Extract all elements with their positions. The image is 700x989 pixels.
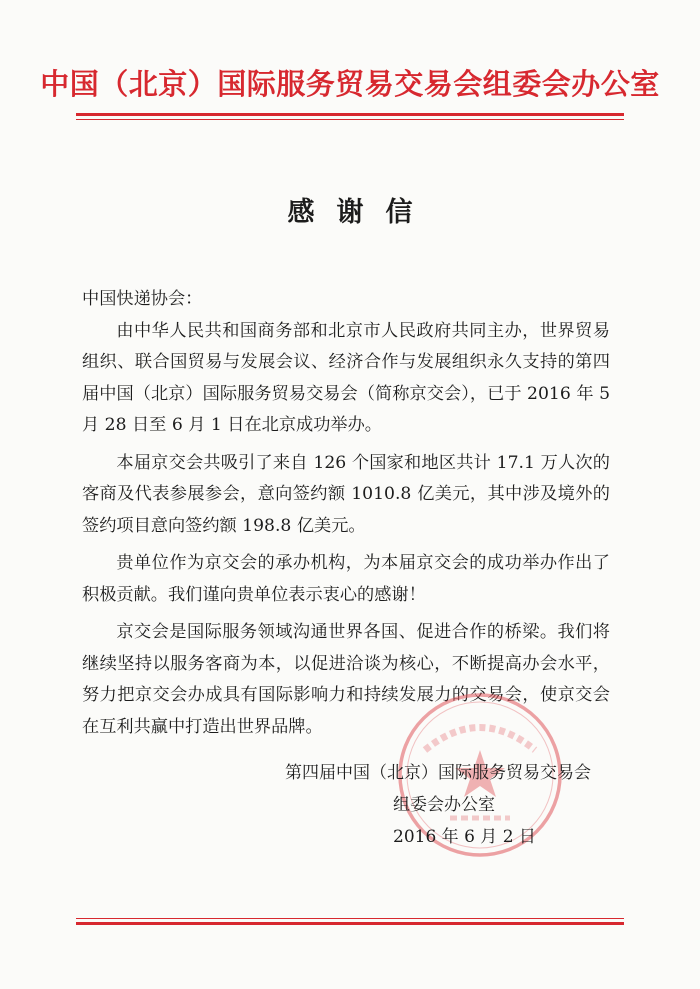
signature-organization: 第四届中国（北京）国际服务贸易交易会	[285, 763, 591, 783]
letter-title: 感谢信	[287, 197, 435, 228]
paragraph-3: 贵单位作为京交会的承办机构，为本届京交会的成功举办作出了积极贡献。我们谨向贵单位表示衷心的感谢！	[82, 553, 610, 605]
paragraph-1: 由中华人民共和国商务部和北京市人民政府共同主办，世界贸易组织、联合国贸易与发展会议、经济合作与发展组织永久支持的第四届中国（北京）国际服务贸易交易会（简称京交会），已于 2016 年 5 月 28 日至 6 月 1 日在北京成功举办。	[82, 320, 610, 435]
salutation: 中国快递协会：	[82, 289, 203, 309]
footer-divider-thick	[76, 922, 624, 925]
letterhead-title: 中国（北京）国际服务贸易交易会组委会办公室	[40, 67, 660, 101]
letterhead-divider-thin	[76, 119, 624, 120]
footer-divider-thin	[76, 918, 624, 919]
paragraph-2: 本届京交会共吸引了来自 126 个国家和地区共计 17.1 万人次的客商及代表参展参会，意向签约额 1010.8 亿美元，其中涉及境外的签约项目意向签约额 198.8 亿美元。	[82, 452, 610, 536]
letterhead-divider-thick	[76, 113, 624, 116]
letter-body	[82, 284, 610, 749]
signature-date: 2016 年 6 月 2 日	[393, 827, 536, 847]
signature-office: 组委会办公室	[393, 795, 495, 815]
paragraph-4: 京交会是国际服务领域沟通世界各国、促进合作的桥梁。我们将继续坚持以服务客商为本，以促进洽谈为核心，不断提高办会水平，努力把京交会办成具有国际影响力和持续发展力的交易会，使京交会在互利共赢中打造出世界品牌。	[82, 622, 610, 737]
